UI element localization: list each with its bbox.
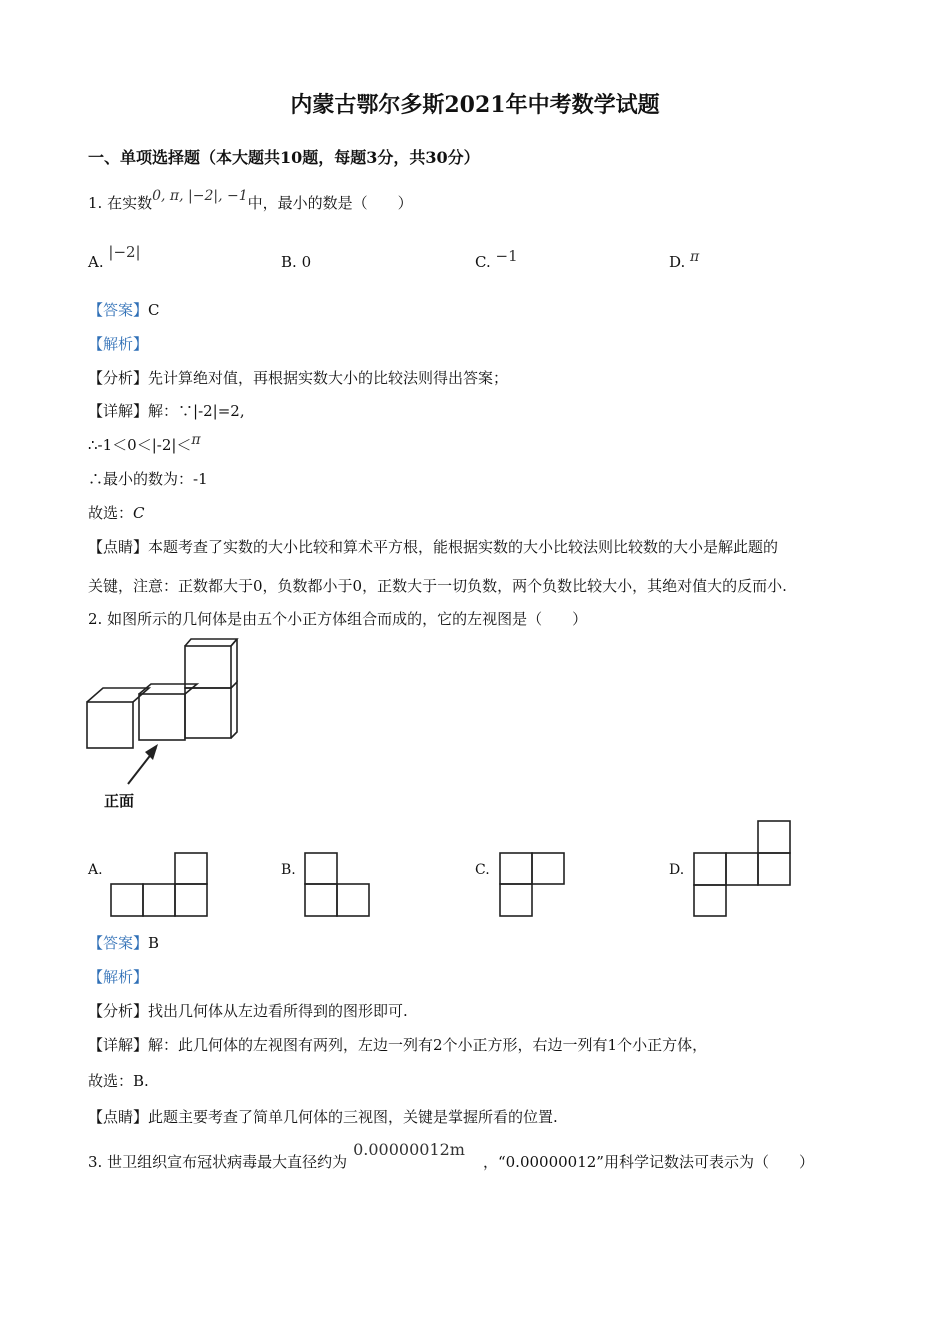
q1-option-b — [281, 253, 311, 271]
q1-dianjing-1 — [88, 536, 778, 557]
q3-stem-pre: 3. 世卫组织宣布冠状病毒最大直径约为 — [88, 1153, 348, 1171]
step-text: ∴-1＜0＜|-2|＜ — [88, 436, 192, 454]
q2-choose: 故选：B. — [88, 1072, 149, 1090]
q1-choose — [88, 502, 145, 523]
dianjing-tag: 【点睛】 — [88, 1108, 149, 1126]
q1-option-d — [669, 249, 700, 271]
q1-xiangjie — [88, 400, 245, 421]
page-title: 内蒙古鄂尔多斯2021年中考数学试题 — [290, 92, 660, 118]
q2-option-c-label: C. — [475, 862, 490, 878]
xiangjie-text: 解：∵|-2|=2, — [148, 402, 245, 420]
q2-dianjing — [88, 1106, 558, 1127]
option-value: |−2| — [108, 243, 141, 261]
fenxi-tag: 【分析】 — [88, 1002, 149, 1020]
q2-xiangjie — [88, 1034, 707, 1055]
option-value: π — [690, 249, 700, 265]
answer-tag: 【答案】 — [88, 934, 149, 952]
q3-stem-post: ，“0.00000012”用科学记数法可表示为（ ） — [482, 1153, 814, 1171]
q1-stem-post: 中，最小的数是（ ） — [247, 194, 413, 212]
answer-value: B — [148, 934, 160, 952]
option-label: A. — [88, 253, 104, 271]
pi-symbol: π — [191, 432, 201, 448]
cube-edge — [231, 639, 237, 646]
q2-analysis-tag: 【解析】 — [88, 968, 149, 986]
cube-front-face — [139, 694, 185, 740]
q2-option-c-figure — [499, 852, 569, 918]
q1-analysis-tag: 【解析】 — [88, 335, 149, 353]
q2-option-a-figure — [110, 852, 210, 918]
q1-stem-math: 0, π, |−2|, −1 — [152, 188, 248, 204]
q1-option-c — [475, 247, 518, 271]
arrow-head — [145, 744, 158, 760]
q2-stem: 2. 如图所示的几何体是由五个小正方体组合而成的，它的左视图是（ ） — [88, 610, 588, 628]
answer-tag: 【答案】 — [88, 301, 149, 319]
fenxi-tag: 【分析】 — [88, 369, 149, 387]
fenxi-text: 先计算绝对值，再根据实数大小的比较法则得出答案； — [148, 369, 509, 387]
front-label: 正面 — [104, 792, 135, 810]
q2-option-d-figure — [693, 820, 793, 918]
cube-side-face — [231, 682, 237, 738]
cube-front-face — [87, 702, 133, 748]
q1-stem — [88, 188, 413, 213]
q1-stem-pre: 1. 在实数 — [88, 194, 153, 212]
dianjing-text: 本题考查了实数的大小比较和算术平方根，能根据实数的大小比较法则比较数的大小是解此题的 — [148, 538, 779, 556]
q2-answer — [88, 932, 159, 953]
q2-fenxi — [88, 1000, 408, 1021]
option-label: B. — [281, 253, 297, 271]
q3-stem — [88, 1140, 814, 1172]
answer-value: C — [148, 301, 160, 319]
q1-step1 — [88, 434, 201, 455]
choose-label: 故选： — [88, 504, 134, 522]
q3-stem-math: 0.00000012m — [353, 1140, 465, 1159]
q2-option-b-figure — [304, 852, 374, 918]
dianjing-text: 此题主要考查了简单几何体的三视图，关键是掌握所看的位置. — [148, 1108, 558, 1126]
fenxi-text: 找出几何体从左边看所得到的图形即可. — [148, 1002, 408, 1020]
q1-step2: ∴最小的数为：-1 — [88, 470, 208, 488]
xiangjie-tag: 【详解】 — [88, 402, 149, 420]
q1-option-a — [88, 243, 141, 271]
cube-front-face — [185, 646, 231, 688]
dianjing-tag: 【点睛】 — [88, 538, 149, 556]
q2-option-a-label: A. — [88, 862, 103, 878]
q2-option-b-label: B. — [281, 862, 296, 878]
option-value: 0 — [301, 253, 312, 271]
q1-answer — [88, 299, 160, 320]
choose-value: C — [133, 504, 145, 522]
q1-fenxi — [88, 367, 508, 388]
cube-top-face — [185, 639, 237, 646]
q1-dianjing-2: 关键，注意：正数都大于0，负数都小于0，正数大于一切负数，两个负数比较大小，其绝对值大的反而小. — [88, 577, 787, 595]
option-label: D. — [669, 253, 686, 271]
section-heading: 一、单项选择题（本大题共10题，每题3分，共30分） — [88, 148, 480, 167]
q2-option-d-label: D. — [669, 862, 685, 878]
option-value: −1 — [495, 247, 518, 265]
cube-front-face — [185, 688, 231, 738]
xiangjie-tag: 【详解】 — [88, 1036, 149, 1054]
option-label: C. — [475, 253, 491, 271]
xiangjie-text: 解：此几何体的左视图有两列，左边一列有2个小正方形，右边一列有1个小正方体， — [148, 1036, 708, 1054]
